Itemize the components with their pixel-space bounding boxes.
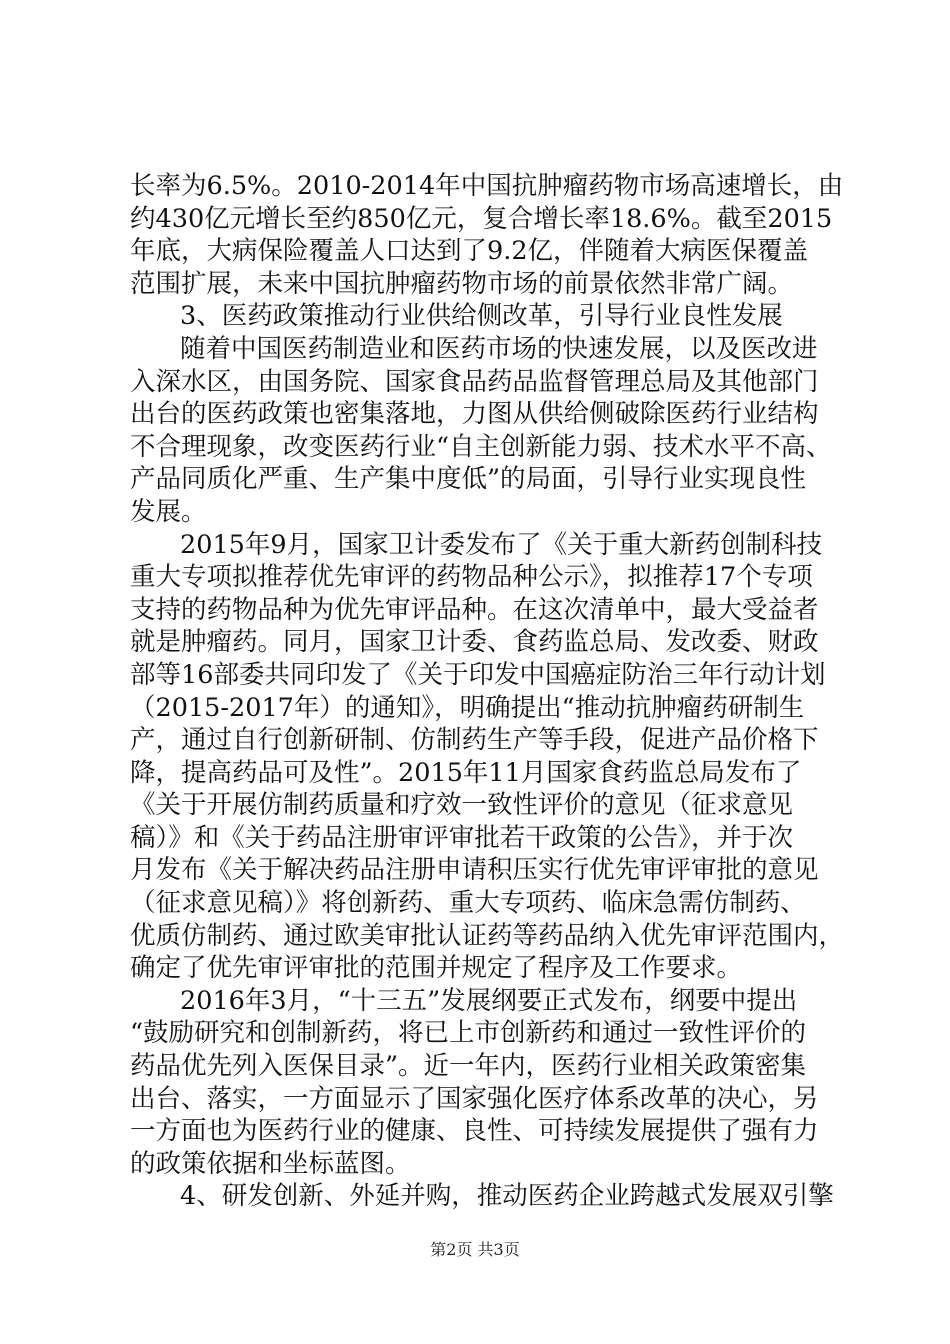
text-line: 就是肿瘤药。同月，国家卫计委、食药监总局、发改委、财政 — [130, 627, 819, 658]
text-line: 年底，大病保险覆盖人口达到了9.2亿，伴随着大病医保覆盖 — [130, 236, 809, 267]
text-line: 2015年9月，国家卫计委发布了《关于重大新药创制科技 — [180, 529, 823, 560]
text-line: 降，提高药品可及性”。2015年11月国家食药监总局发布了 — [130, 757, 802, 788]
text-line: 确定了优先审评审批的范围并规定了程序及工作要求。 — [130, 953, 743, 984]
text-line: 约430亿元增长至约850亿元，复合增长率18.6%。截至2015 — [130, 203, 833, 234]
text-line: 3、医药政策推动行业供给侧改革，引导行业良性发展 — [180, 301, 783, 332]
text-line: “鼓励研究和创制新药，将已上市创新药和通过一致性评价的 — [130, 1018, 807, 1049]
text-line: 出台的医药政策也密集落地，力图从供给侧破除医药行业结构 — [130, 399, 819, 430]
text-line: 一方面也为医药行业的健康、良性、可持续发展提供了强有力 — [130, 1116, 819, 1147]
text-line: 出台、落实，一方面显示了国家强化医疗体系改革的决心，另 — [130, 1083, 819, 1114]
page-footer: 第2页 共3页 — [430, 1240, 520, 1259]
text-line: 《关于开展仿制药质量和疗效一致性评价的意见（征求意见 — [130, 790, 794, 821]
text-line: 药品优先列入医保目录”。近一年内，医药行业相关政策密集 — [130, 1051, 807, 1082]
document-body — [130, 170, 845, 1213]
text-line: （2015-2017年）的通知》，明确提出“推动抗肿瘤药研制生 — [130, 692, 805, 723]
text-line: 月发布《关于解决药品注册申请积压实行优先审评审批的意见 — [130, 855, 819, 886]
text-line: 稿）》和《关于药品注册审评审批若干政策的公告》，并于次 — [130, 822, 794, 853]
text-line: 随着中国医药制造业和医药市场的快速发展，以及医改进 — [180, 333, 818, 364]
text-line: 发展。 — [130, 496, 207, 527]
text-line: 重大专项拟推荐优先审评的药物品种公示》，拟推荐17个专项 — [130, 562, 813, 593]
text-line: 入深水区，由国务院、国家食品药品监督管理总局及其他部门 — [130, 366, 819, 397]
text-line: 不合理现象，改变医药行业“自主创新能力弱、技术水平不高、 — [130, 431, 832, 462]
text-line: （征求意见稿）》将创新药、重大专项药、临床急需仿制药、 — [130, 888, 806, 919]
text-line: 优质仿制药、通过欧美审批认证药等药品纳入优先审评范围内， — [130, 920, 845, 951]
text-line: 2016年3月，“十三五”发展纲要正式发布，纲要中提出 — [180, 985, 798, 1016]
text-line: 4、研发创新、外延并购，推动医药企业跨越式发展双引擎 — [180, 1181, 834, 1212]
text-line: 长率为6.5%。2010-2014年中国抗肿瘤药物市场高速增长，由 — [130, 171, 844, 201]
text-line: 产，通过自行创新研制、仿制药生产等手段，促进产品价格下 — [130, 725, 819, 756]
text-line: 产品同质化严重、生产集中度低”的局面，引导行业实现良性 — [130, 464, 807, 495]
text-line: 支持的药物品种为优先审评品种。在这次清单中，最大受益者 — [130, 594, 819, 625]
text-line: 范围扩展，未来中国抗肿瘤药物市场的前景依然非常广阔。 — [130, 268, 794, 299]
text-line: 的政策依据和坐标蓝图。 — [130, 1148, 411, 1179]
text-line: 部等16部委共同印发了《关于印发中国癌症防治三年行动计划 — [130, 659, 826, 690]
